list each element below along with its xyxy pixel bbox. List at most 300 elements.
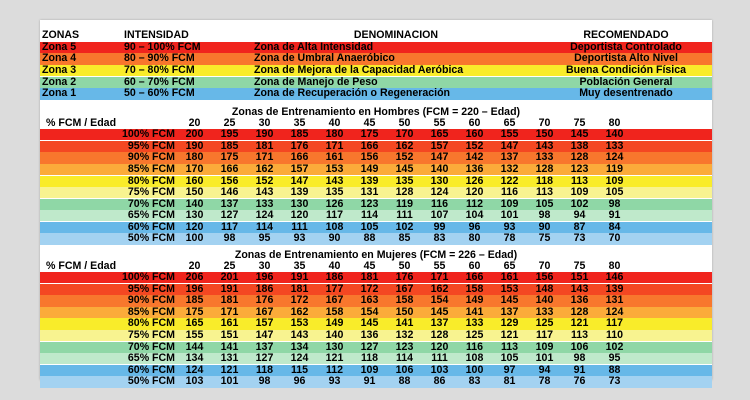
heart-rate-value: 120 [465,187,484,199]
heart-rate-value: 127 [255,353,274,365]
heart-rate-value: 105 [605,187,624,199]
heart-rate-value: 146 [220,187,239,199]
heart-rate-value: 147 [290,175,309,187]
heart-rate-value: 201 [220,272,239,284]
heart-rate-value: 88 [608,364,621,376]
heart-rate-value: 112 [465,198,484,210]
heart-rate-value: 161 [220,318,239,330]
women-table-header-row [40,261,712,272]
heart-rate-value: 86 [433,376,446,388]
row-percent-label: 100% FCM [122,129,175,141]
heart-rate-value: 185 [290,129,309,141]
heart-rate-value: 157 [290,163,309,175]
zone-intensity: 60 – 70% FCM [124,76,195,88]
zone-row-4 [40,53,712,64]
row-percent-label: 80% FCM [127,318,175,330]
heart-rate-value: 149 [360,163,379,175]
heart-rate-value: 200 [185,129,204,141]
heart-rate-value: 190 [185,140,204,152]
heart-rate-value: 121 [325,353,344,365]
row-percent-label: 95% FCM [127,140,175,152]
age-header-cell: 40 [328,260,341,272]
heart-rate-value: 113 [570,330,589,342]
heart-rate-value: 180 [185,152,204,164]
heart-rate-value: 128 [395,187,414,199]
heart-rate-value: 145 [395,163,414,175]
zone-name: Zona 4 [42,53,77,65]
section-divider-2 [40,245,712,247]
heart-rate-value: 166 [360,140,379,152]
heart-rate-value: 167 [395,283,414,295]
heart-rate-value: 160 [185,175,204,187]
heart-rate-value: 181 [255,140,274,152]
heart-rate-value: 152 [255,175,274,187]
heart-rate-value: 101 [535,353,554,365]
heart-rate-value: 140 [185,198,204,210]
women-table-body [40,272,712,387]
heart-rate-value: 158 [465,283,484,295]
heart-rate-value: 100 [465,364,484,376]
heart-rate-value: 167 [255,306,274,318]
heart-rate-value: 165 [185,318,204,330]
row-percent-label: 95% FCM [127,283,175,295]
heart-rate-value: 111 [291,221,308,233]
row-percent-label: 75% FCM [127,187,175,199]
heart-rate-value: 80 [468,233,481,245]
age-header-cell: 30 [258,260,271,272]
heart-rate-value: 100 [185,233,204,245]
heart-rate-value: 130 [290,198,309,210]
women-header-ages [177,261,632,272]
heart-rate-value: 172 [290,295,309,307]
heart-rate-zones-sheet [40,20,712,388]
men-table-title: Zonas de Entrenamiento en Hombres (FCM = 220 – Edad) [231,105,521,118]
age-header-cell: 55 [433,260,446,272]
heart-rate-value: 109 [570,187,589,199]
heart-rate-value: 126 [465,175,484,187]
zone-intensity: 50 – 60% FCM [124,88,195,100]
zones-header-recomendado: RECOMENDADO [583,30,669,41]
heart-rate-value: 140 [605,129,624,141]
table-row [40,295,712,306]
heart-rate-value: 152 [395,152,414,164]
heart-rate-value: 133 [465,318,484,330]
heart-rate-value: 127 [360,341,379,353]
heart-rate-value: 125 [535,318,554,330]
heart-rate-value: 185 [185,295,204,307]
heart-rate-value: 124 [605,152,624,164]
heart-rate-value: 130 [430,175,449,187]
age-header-cell: 20 [188,260,201,272]
heart-rate-value: 131 [605,295,624,307]
heart-rate-value: 93 [293,233,306,245]
row-percent-label: 100% FCM [122,272,175,284]
heart-rate-value: 116 [465,341,484,353]
heart-rate-value: 113 [535,187,554,199]
row-percent-label: 90% FCM [127,295,175,307]
heart-rate-value: 123 [395,341,414,353]
heart-rate-value: 149 [325,318,344,330]
table-row [40,284,712,295]
row-percent-label: 90% FCM [127,152,175,164]
heart-rate-value: 139 [290,187,309,199]
heart-rate-value: 113 [500,341,519,353]
heart-rate-value: 85 [398,233,411,245]
heart-rate-value: 137 [255,341,274,353]
heart-rate-value: 117 [605,318,624,330]
heart-rate-value: 94 [538,364,551,376]
heart-rate-value: 114 [360,210,379,222]
heart-rate-value: 140 [325,330,344,342]
heart-rate-value: 124 [255,210,274,222]
age-header-cell: 20 [188,117,201,129]
heart-rate-value: 110 [605,330,624,342]
heart-rate-value: 126 [325,198,344,210]
heart-rate-value: 143 [570,283,589,295]
heart-rate-value: 121 [570,318,589,330]
zones-header-denominacion: DENOMINACIÓN [353,30,439,41]
heart-rate-value: 171 [325,140,344,152]
age-header-cell: 75 [573,260,586,272]
heart-rate-value: 121 [220,364,239,376]
heart-rate-value: 136 [570,295,589,307]
age-header-cell: 45 [363,260,376,272]
heart-rate-value: 101 [220,376,239,388]
heart-rate-value: 170 [185,163,204,175]
heart-rate-value: 75 [538,233,551,245]
heart-rate-value: 114 [395,353,414,365]
heart-rate-value: 167 [325,295,344,307]
heart-rate-value: 154 [360,306,379,318]
heart-rate-value: 127 [220,210,239,222]
table-row [40,187,712,198]
heart-rate-value: 132 [395,330,414,342]
zone-recommended: Muy desentrenado [579,88,673,100]
zones-header-intensidad: INTENSIDAD [124,30,189,41]
heart-rate-value: 170 [395,129,414,141]
zone-denomination: Zona de Recuperación o Regeneración [254,88,451,100]
heart-rate-value: 118 [360,353,379,365]
heart-rate-value: 78 [538,376,551,388]
heart-rate-value: 108 [325,221,344,233]
heart-rate-value: 105 [535,198,554,210]
table-row [40,176,712,187]
zone-intensity: 80 – 90% FCM [124,53,195,65]
heart-rate-value: 143 [255,187,274,199]
table-row [40,272,712,283]
heart-rate-value: 129 [500,318,519,330]
heart-rate-value: 105 [500,353,519,365]
heart-rate-value: 122 [500,175,519,187]
heart-rate-value: 152 [465,140,484,152]
age-header-cell: 55 [433,117,446,129]
heart-rate-value: 155 [185,330,204,342]
heart-rate-value: 176 [395,272,414,284]
heart-rate-value: 153 [500,283,519,295]
heart-rate-value: 138 [570,140,589,152]
heart-rate-value: 109 [360,364,379,376]
table-row [40,318,712,329]
heart-rate-value: 91 [573,364,586,376]
heart-rate-value: 157 [430,140,449,152]
zone-denomination: Zona de Umbral Anaeróbico [254,53,395,65]
heart-rate-value: 156 [360,152,379,164]
heart-rate-value: 143 [290,330,309,342]
heart-rate-value: 172 [360,283,379,295]
row-percent-label: 50% FCM [127,376,175,388]
zone-row-2 [40,77,712,88]
heart-rate-value: 102 [395,221,414,233]
heart-rate-value: 156 [220,175,239,187]
women-header-label: % FCM / Edad [46,260,117,272]
age-header-cell: 60 [468,260,481,272]
zone-name: Zona 5 [42,41,77,53]
table-row [40,307,712,318]
heart-rate-value: 157 [255,318,274,330]
heart-rate-value: 186 [255,283,274,295]
heart-rate-value: 114 [255,221,274,233]
heart-rate-value: 104 [465,210,484,222]
heart-rate-value: 185 [220,140,239,152]
row-percent-label: 85% FCM [127,163,175,175]
heart-rate-value: 88 [363,233,376,245]
heart-rate-value: 145 [360,318,379,330]
heart-rate-value: 102 [605,341,624,353]
heart-rate-value: 166 [290,152,309,164]
age-header-cell: 25 [223,260,236,272]
age-header-cell: 45 [363,117,376,129]
heart-rate-value: 175 [185,306,204,318]
age-header-cell: 80 [608,260,621,272]
zone-recommended: Buena Condición Física [565,65,687,77]
age-header-cell: 30 [258,117,271,129]
section-divider [40,100,712,104]
heart-rate-value: 176 [255,295,274,307]
heart-rate-value: 124 [185,364,204,376]
row-percent-label: 75% FCM [127,330,175,342]
heart-rate-value: 142 [465,152,484,164]
table-row [40,164,712,175]
heart-rate-value: 146 [605,272,624,284]
heart-rate-value: 124 [290,353,309,365]
heart-rate-value: 109 [535,341,554,353]
heart-rate-value: 155 [500,129,519,141]
row-percent-label: 60% FCM [127,364,175,376]
row-percent-label: 65% FCM [127,353,175,365]
heart-rate-value: 118 [535,175,554,187]
heart-rate-value: 162 [255,163,274,175]
heart-rate-value: 175 [360,129,379,141]
heart-rate-value: 103 [185,376,204,388]
heart-rate-value: 133 [535,152,554,164]
table-row [40,141,712,152]
table-row [40,353,712,364]
age-header-cell: 50 [398,117,411,129]
heart-rate-value: 120 [185,221,204,233]
heart-rate-value: 103 [430,364,449,376]
row-percent-label: 85% FCM [127,306,175,318]
heart-rate-value: 98 [258,376,271,388]
heart-rate-value: 141 [220,341,239,353]
heart-rate-value: 133 [535,306,554,318]
heart-rate-value: 147 [255,330,274,342]
heart-rate-value: 128 [430,330,449,342]
heart-rate-value: 137 [500,152,519,164]
heart-rate-value: 101 [500,210,519,222]
heart-rate-value: 73 [608,376,621,388]
heart-rate-value: 133 [255,198,274,210]
heart-rate-value: 98 [573,353,586,365]
heart-rate-value: 171 [255,152,274,164]
heart-rate-value: 162 [430,283,449,295]
table-row [40,342,712,353]
heart-rate-value: 153 [290,318,309,330]
heart-rate-value: 154 [430,295,449,307]
men-zones-table [40,106,712,245]
age-header-cell: 50 [398,260,411,272]
heart-rate-value: 136 [465,163,484,175]
heart-rate-value: 181 [220,295,239,307]
heart-rate-value: 135 [325,187,344,199]
heart-rate-value: 177 [325,283,344,295]
women-zones-table [40,249,712,388]
heart-rate-value: 176 [290,140,309,152]
heart-rate-value: 206 [185,272,204,284]
heart-rate-value: 195 [220,129,239,141]
heart-rate-value: 106 [570,341,589,353]
heart-rate-value: 139 [605,283,624,295]
row-percent-label: 60% FCM [127,221,175,233]
heart-rate-value: 151 [220,330,239,342]
heart-rate-value: 143 [325,175,344,187]
heart-rate-value: 143 [535,140,554,152]
heart-rate-value: 132 [500,163,519,175]
heart-rate-value: 116 [430,198,449,210]
heart-rate-value: 109 [605,175,624,187]
zone-name: Zona 3 [42,65,77,77]
zone-name: Zona 2 [42,76,77,88]
heart-rate-value: 135 [395,175,414,187]
heart-rate-value: 112 [325,364,344,376]
heart-rate-value: 163 [360,295,379,307]
zone-name: Zona 1 [42,88,77,100]
heart-rate-value: 107 [430,210,449,222]
heart-rate-value: 70 [608,233,621,245]
table-row [40,330,712,341]
zone-recommended: Población General [579,76,673,88]
heart-rate-value: 88 [398,376,411,388]
heart-rate-value: 120 [290,210,309,222]
heart-rate-value: 136 [360,330,379,342]
heart-rate-value: 160 [465,129,484,141]
zone-recommended: Deportista Alto Nivel [574,53,678,65]
heart-rate-value: 128 [570,152,589,164]
heart-rate-value: 147 [430,152,449,164]
heart-rate-value: 186 [325,272,344,284]
heart-rate-value: 119 [395,198,414,210]
row-percent-label: 70% FCM [127,341,175,353]
heart-rate-value: 83 [433,233,446,245]
heart-rate-value: 175 [220,152,239,164]
age-header-cell: 40 [328,117,341,129]
heart-rate-value: 180 [325,129,344,141]
heart-rate-value: 123 [570,163,589,175]
heart-rate-value: 96 [468,221,481,233]
table-row [40,233,712,244]
table-row [40,152,712,163]
heart-rate-value: 171 [430,272,449,284]
heart-rate-value: 109 [500,198,519,210]
heart-rate-value: 140 [430,163,449,175]
zones-table-header [40,30,712,41]
heart-rate-value: 171 [220,306,239,318]
table-row [40,199,712,210]
table-row [40,210,712,221]
age-header-cell: 65 [503,260,516,272]
men-header-label: % FCM / Edad [46,117,117,129]
heart-rate-value: 158 [395,295,414,307]
heart-rate-value: 102 [570,198,589,210]
heart-rate-value: 141 [465,306,484,318]
age-header-cell: 65 [503,117,516,129]
heart-rate-value: 98 [538,210,551,222]
heart-rate-value: 113 [570,175,589,187]
heart-rate-value: 181 [290,283,309,295]
women-table-title: Zonas de Entrenamiento en Mujeres (FCM = 226 – Edad) [234,248,518,261]
heart-rate-value: 130 [325,341,344,353]
heart-rate-value: 116 [500,187,519,199]
heart-rate-value: 148 [535,283,554,295]
heart-rate-value: 156 [535,272,554,284]
age-header-cell: 70 [538,260,551,272]
zone-intensity: 70 – 80% FCM [124,65,195,77]
heart-rate-value: 134 [185,353,204,365]
heart-rate-value: 196 [185,283,204,295]
heart-rate-value: 111 [431,353,448,365]
age-header-cell: 35 [293,117,306,129]
zone-intensity: 90 – 100% FCM [124,41,201,53]
age-header-cell: 75 [573,117,586,129]
heart-rate-value: 124 [430,187,449,199]
heart-rate-value: 128 [535,163,554,175]
zone-denomination: Zona de Alta Intensidad [254,41,374,53]
row-percent-label: 65% FCM [127,210,175,222]
age-header-cell: 60 [468,117,481,129]
zone-recommended: Deportista Controlado [570,41,682,53]
heart-rate-value: 93 [328,376,341,388]
heart-rate-value: 95 [608,353,621,365]
heart-rate-value: 125 [465,330,484,342]
heart-rate-value: 140 [535,295,554,307]
heart-rate-value: 128 [570,306,589,318]
heart-rate-value: 158 [325,306,344,318]
heart-rate-value: 120 [430,341,449,353]
heart-rate-value: 84 [608,221,621,233]
heart-rate-value: 123 [360,198,379,210]
heart-rate-value: 191 [290,272,309,284]
age-header-cell: 25 [223,117,236,129]
zone-row-3 [40,65,712,76]
heart-rate-value: 91 [608,210,621,222]
heart-rate-value: 145 [500,295,519,307]
heart-rate-value: 134 [290,341,309,353]
heart-rate-value: 151 [570,272,589,284]
heart-rate-value: 161 [325,152,344,164]
heart-rate-value: 150 [185,187,204,199]
heart-rate-value: 131 [360,187,379,199]
age-header-cell: 70 [538,117,551,129]
table-row [40,222,712,233]
